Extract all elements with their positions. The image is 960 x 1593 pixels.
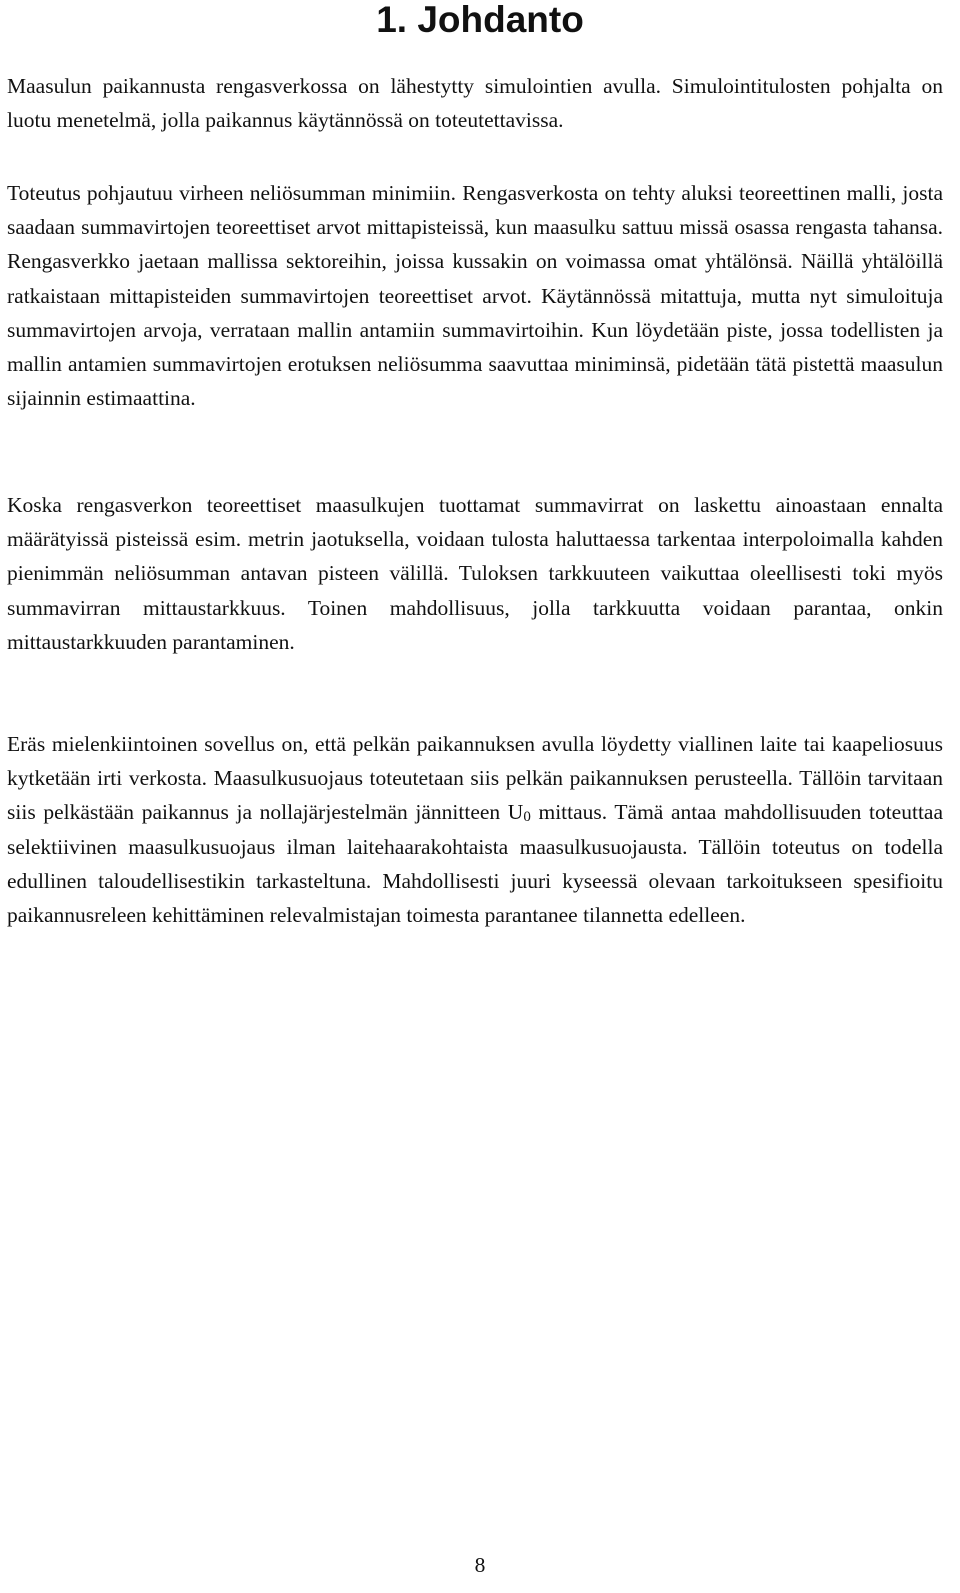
- paragraph-application: [7, 727, 943, 932]
- paragraph-intro: Maasulun paikannusta rengasverkossa on lähestytty simulointien avulla. Simulointitulosten pohjalta on luotu menetelmä, jolla paikannus käytännössä on toteutettavissa.: [7, 74, 943, 133]
- voltage-symbol: U: [507, 800, 524, 825]
- paragraph-application-text-after: mittaus. Tämä antaa mahdollisuuden toteuttaa selektiivinen maasulkusuojaus ilman laitehaarakohtaista maasulkusuojausta. Tällöin toteutus on todella edullinen taloudellisestikin tarkasteltuna. Mahdollisesti juuri kyseessä olevaan tarkoitukseen spesifioitu paikannusreleen kehittäminen relevalmistajan toimesta parantanee tilannetta edelleen.: [7, 800, 943, 928]
- page-number: 8: [474, 1553, 486, 1577]
- voltage-symbol-subscript: 0: [523, 809, 531, 826]
- paragraph-interpolation: Koska rengasverkon teoreettiset maasulkujen tuottamat summavirrat on laskettu ainoastaan ennalta määrätyissä pisteissä esim. metrin jaotuksella, voidaan tulosta haluttaessa tarkentaa interpoloimalla kahden pienimmän neliösumman antavan pisteen välillä. Tuloksen tarkkuuteen vaikuttaa oleellisesti toki myös summavirran mittaustarkkuus. Toinen mahdollisuus, jolla tarkkuutta voidaan parantaa, onkin mittaustarkkuuden parantaminen.: [7, 493, 943, 654]
- paragraph-application-text-before: Eräs mielenkiintoinen sovellus on, että pelkän paikannuksen avulla löydetty viallinen laite tai kaapeliosuus kytketään irti verkosta. Maasulkusuojaus toteutetaan siis pelkän paikannuksen perusteella. Tällöin tarvitaan siis pelkästään paikannus ja nollajärjestelmän jännitteen: [7, 732, 943, 825]
- paragraph-implementation: Toteutus pohjautuu virheen neliösumman minimiin. Rengasverkosta on tehty aluksi teoreettinen malli, josta saadaan summavirtojen teoreettiset arvot mittapisteissä, kun maasulku sattuu missä osassa rengasta tahansa. Rengasverkko jaetaan mallissa sektoreihin, joissa kussakin on voimassa omat yhtälönsä. Näillä yhtälöillä ratkaistaan mittapisteiden summavirtojen teoreettiset arvot. Käytännössä mitattuja, mutta nyt simuloituja summavirtojen arvoja, verrataan mallin antamiin summavirtoihin. Kun löydetään piste, jossa todellisten ja mallin antamien summavirtojen erotuksen neliösumma saavuttaa miniminsä, pidetään tätä pistettä maasulun sijainnin estimaattina.: [7, 181, 943, 411]
- page-title: 1. Johdanto: [376, 0, 584, 40]
